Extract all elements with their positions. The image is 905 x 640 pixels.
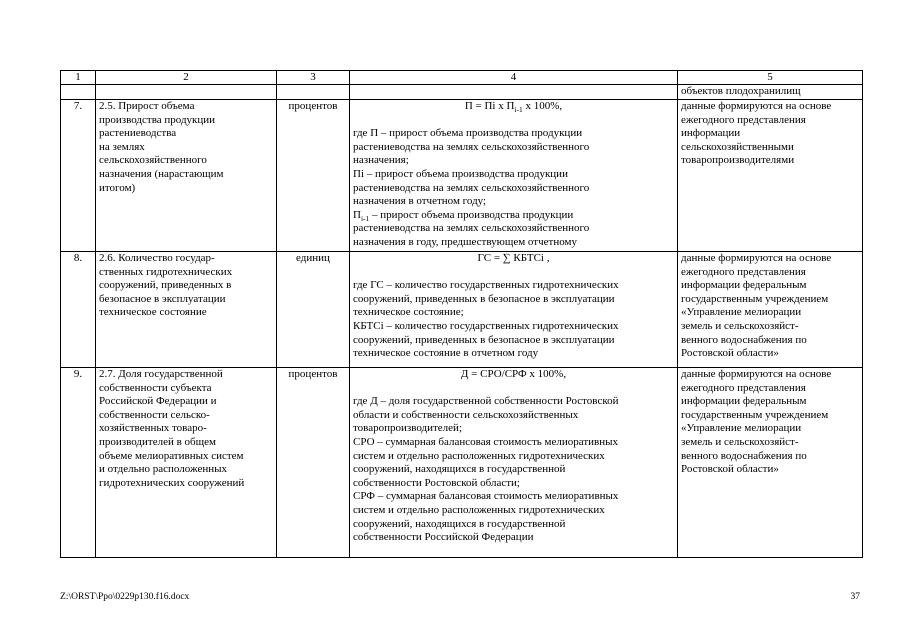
indicator-name: 2.7. Доля государственной собственности субъекта Российской Федерации и собственности сельско- хозяйственных товаро- производителей в общем объеме мелиоративных систем и отдельно расположенных гидротехнических сооружений: [96, 368, 277, 558]
data-source: данные формируются на основе ежегодного представления информации федеральным государственным учреждением «Управление мелиорации земель и сельскохозяйст- венного водоснабжения по Ростовской области»: [678, 368, 863, 558]
continuation-row: [61, 85, 863, 100]
indicator-name: 2.5. Прирост объема производства продукции растениеводства на землях сельскохозяйственного назначения (нарастающим итогом): [96, 100, 277, 252]
calculation-method: П = Пi x $П_{i-1}$ x 100%, где П – прирост объема производства продукции растениеводства на землях сельскохозяйственного назначения; Пi – прирост объема производства продукции растениеводства на землях сельскохозяйственного назначения в отчетном году; $П_{i-1}$ – прирост объема производства продукции растениеводства на землях сельскохозяйственного назначения в году, предшествующем отчетному: [350, 100, 678, 252]
header-cell: 4: [350, 71, 678, 85]
indicators-table: [60, 70, 863, 558]
header-cell: 3: [277, 71, 350, 85]
calculation-method: ГС = ∑ КБТСi , где ГС – количество государственных гидротехнических сооружений, приведенных в безопасное в эксплуатации техническое состояние; КБТСi – количество государственных гидротехнических сооружений, приведенных в безопасное в эксплуатации техническое состояние в отчетном году: [350, 252, 678, 368]
table-row: [61, 252, 863, 368]
row-number: 7.: [61, 100, 96, 252]
header-cell: 1: [61, 71, 96, 85]
unit-of-measure: процентов: [277, 368, 350, 558]
footer-file-path: Z:\ORST\Ppo\0229p130.f16.docx: [60, 592, 190, 602]
data-source: данные формируются на основе ежегодного представления информации федеральным государственным учреждением «Управление мелиорации земель и сельскохозяйст- венного водоснабжения по Ростовской области»: [678, 252, 863, 368]
data-source: данные формируются на основе ежегодного представления информации сельскохозяйственными товаропроизводителями: [678, 100, 863, 252]
formula: Д = СРО/СРФ x 100%,: [460, 368, 567, 380]
formula: ГС = ∑ КБТСi ,: [477, 252, 550, 264]
table-row: [61, 368, 863, 558]
header-cell: 2: [96, 71, 277, 85]
unit-of-measure: процентов: [277, 100, 350, 252]
continuation-source-text: объектов плодохранилищ: [678, 85, 863, 100]
row-number: 9.: [61, 368, 96, 558]
unit-of-measure: единиц: [277, 252, 350, 368]
page-number: 37: [850, 592, 860, 602]
row-number: 8.: [61, 252, 96, 368]
table-header-row: [61, 71, 863, 85]
calculation-method: Д = СРО/СРФ x 100%, где Д – доля государственной собственности Ростовской области и собственности сельскохозяйственных товаропроизводителей; СРО – суммарная балансовая стоимость мелиоративных систем и отдельно расположенных гидротехнических сооружений, находящихся в государственной собственности Ростовской области; СРФ – суммарная балансовая стоимость мелиоративных систем и отдельно расположенных гидротехнических сооружений, находящихся в государственной собственности Российской Федерации: [350, 368, 678, 558]
header-cell: 5: [678, 71, 863, 85]
formula: П = Пi x $П_{i-1}$ x 100%,: [464, 100, 563, 115]
indicator-name: 2.6. Количество государ- ственных гидротехнических сооружений, приведенных в безопасное в эксплуатации техническое состояние: [96, 252, 277, 368]
table-row: [61, 100, 863, 252]
